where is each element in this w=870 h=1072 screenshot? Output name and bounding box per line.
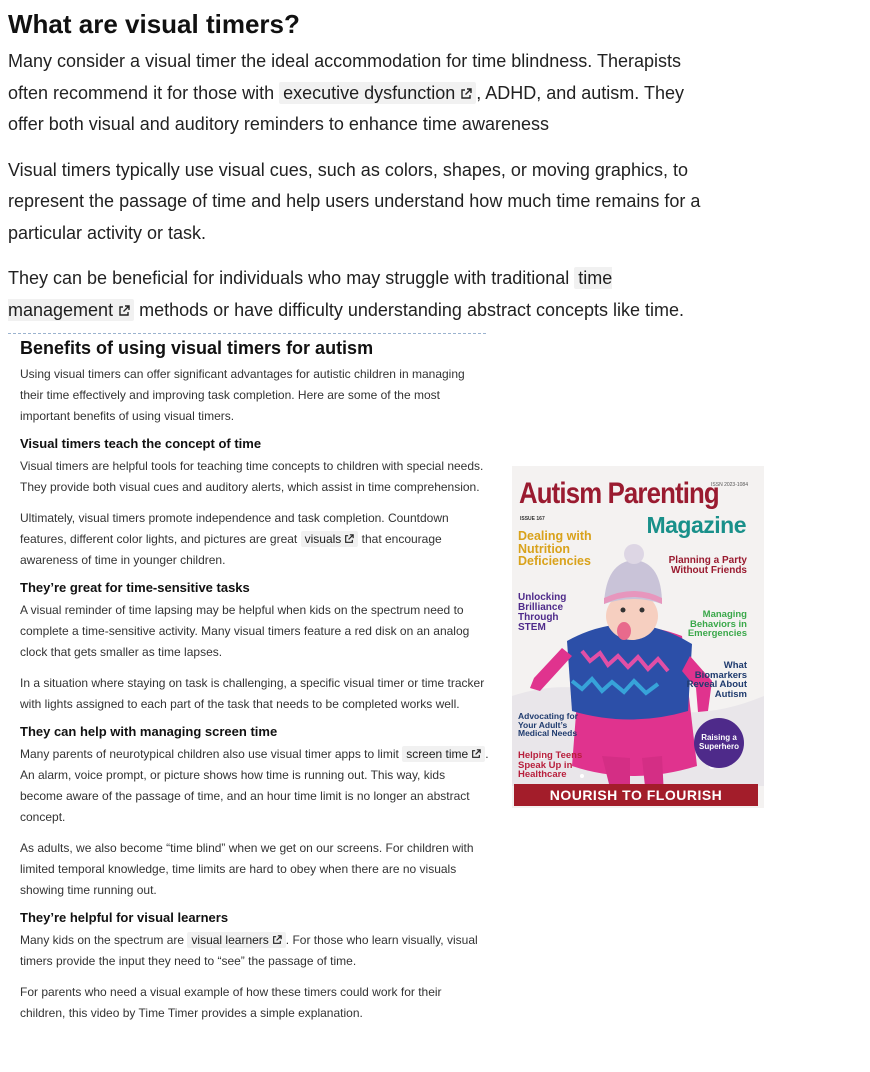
coverline-stem: Unlocking Brilliance Through STEM bbox=[518, 592, 567, 633]
cover-tagline-band: NOURISH TO FLOURISH bbox=[514, 784, 758, 806]
benefits-heading: Benefits of using visual timers for autism bbox=[20, 338, 374, 358]
screen-time-p1-text-a: Many parents of neurotypical children also use visual timer apps to limit bbox=[20, 747, 403, 761]
time-sensitive-paragraph-1: A visual reminder of time lapsing may be helpful when kids on the spectrum need to complete a time-sensitive activity. Many visual timers feature a red disk on an analog clock that gets smaller as time lapses. bbox=[20, 603, 470, 659]
visual-learners-paragraph-2: For parents who need a visual example of how these timers could work for their children, this video by Time Timer provides a simple explanation. bbox=[20, 985, 442, 1020]
page-title: What are visual timers? bbox=[8, 9, 300, 39]
teach-time-paragraph-1: Visual timers are helpful tools for teaching time concepts to children with special needs. They provide both visual cues and auditory alerts, which assist in time comprehension. bbox=[20, 459, 484, 494]
screen-time-link[interactable] bbox=[402, 746, 485, 762]
intro-p1-text-b: , ADHD, and autism. They offer both visual and auditory reminders to enhance time awareness bbox=[8, 82, 684, 134]
magazine-cover-image[interactable] bbox=[512, 466, 764, 808]
external-link-icon bbox=[344, 534, 354, 544]
coverline-teens: Helping Teens Speak Up in Healthcare bbox=[518, 750, 583, 780]
external-link-icon bbox=[471, 749, 481, 759]
issue-number: ISSUE 167 bbox=[520, 516, 545, 522]
teach-time-p2-text-b: that encourage awareness of time in younger children. bbox=[20, 532, 442, 567]
time-management-link-label: time management bbox=[8, 268, 613, 320]
visual-learners-link[interactable] bbox=[187, 932, 285, 948]
coverline-party: Planning a Party Without Friends bbox=[668, 555, 747, 576]
intro-p3-text-b: methods or have difficulty understanding abstract concepts like time. bbox=[134, 299, 685, 320]
external-link-icon bbox=[272, 935, 282, 945]
intro-p1-text-a: Many consider a visual timer the ideal accommodation for time blindness. Therapists often recommend it for those with bbox=[8, 51, 681, 103]
section-divider bbox=[8, 333, 486, 334]
coverline-behaviors: Managing Behaviors in Emergencies bbox=[687, 609, 747, 639]
coverline-advocating: Advocating for Your Adult’s Medical Needs bbox=[518, 711, 578, 738]
screen-time-p1-text-b: . An alarm, voice prompt, or picture shows how time is running out. This way, kids become aware of the passage of time, and an hour time limit is no longer an abstract concept. bbox=[20, 747, 489, 824]
screen-time-paragraph-2: As adults, we also become “time blind” when we get on our screens. For children with limited temporal knowledge, time limits are hard to obey when there are no visuals showing time running out. bbox=[20, 841, 474, 897]
executive-dysfunction-link-label: executive dysfunction bbox=[283, 82, 456, 103]
intro-paragraph-3 bbox=[8, 263, 708, 326]
superhero-badge-label: Raising a Superhero bbox=[698, 733, 739, 751]
screen-time-link-label: screen time bbox=[406, 747, 469, 761]
benefits-intro: Using visual timers can offer significant advantages for autistic children in managing their time effectively and improving task completion. Here are some of the most important benefits of using visual timers. bbox=[20, 367, 465, 423]
visual-learners-p1-text-b: . For those who learn visually, visual timers provide the input they need to “see” the passage of time. bbox=[20, 933, 478, 968]
intro-paragraph-1 bbox=[8, 46, 708, 141]
visual-learners-link-label: visual learners bbox=[191, 933, 269, 947]
visuals-link-label: visuals bbox=[304, 532, 342, 546]
screen-time-paragraph-1 bbox=[20, 744, 490, 828]
section-heading-screen-time: They can help with managing screen time bbox=[20, 724, 278, 739]
visual-learners-paragraph-1 bbox=[20, 930, 490, 972]
benefits-section bbox=[20, 336, 490, 1024]
coverline-biomarkers: What Biomarkers Reveal About Autism bbox=[686, 660, 747, 700]
issn-label: ISSN 2023-1084 bbox=[711, 482, 748, 488]
visual-learners-p1-text-a: Many kids on the spectrum are bbox=[20, 933, 188, 947]
intro-p3-text-a: They can be beneficial for individuals who may struggle with traditional bbox=[8, 268, 575, 288]
external-link-icon bbox=[460, 88, 472, 100]
superhero-badge bbox=[694, 718, 744, 768]
section-heading-teach-time: Visual timers teach the concept of time bbox=[20, 436, 262, 451]
teach-time-p2-text-a: Ultimately, visual timers promote independence and task completion. Countdown features, different color lights, and pictures are great bbox=[20, 511, 449, 546]
time-sensitive-paragraph-2: In a situation where staying on task is challenging, a specific visual timer or time tracker with lights assigned to each part of the task that needs to be completed works well. bbox=[20, 676, 485, 711]
section-heading-visual-learners: They’re helpful for visual learners bbox=[20, 910, 229, 925]
coverline-nutrition: Dealing with Nutrition Deficiencies bbox=[518, 529, 592, 568]
magazine-masthead: Autism Parenting bbox=[519, 477, 719, 510]
executive-dysfunction-link[interactable] bbox=[279, 82, 476, 104]
section-heading-time-sensitive: They’re great for time-sensitive tasks bbox=[20, 580, 250, 595]
external-link-icon bbox=[118, 305, 130, 317]
visuals-link[interactable] bbox=[301, 531, 359, 547]
teach-time-paragraph-2 bbox=[20, 508, 490, 571]
visual-timers-intro bbox=[8, 8, 708, 326]
magazine-subtitle: Magazine bbox=[646, 512, 746, 538]
intro-paragraph-2: Visual timers typically use visual cues, such as colors, shapes, or moving graphics, to represent the passage of time and help users understand how much time remains for a particular activity or task. bbox=[8, 159, 701, 243]
